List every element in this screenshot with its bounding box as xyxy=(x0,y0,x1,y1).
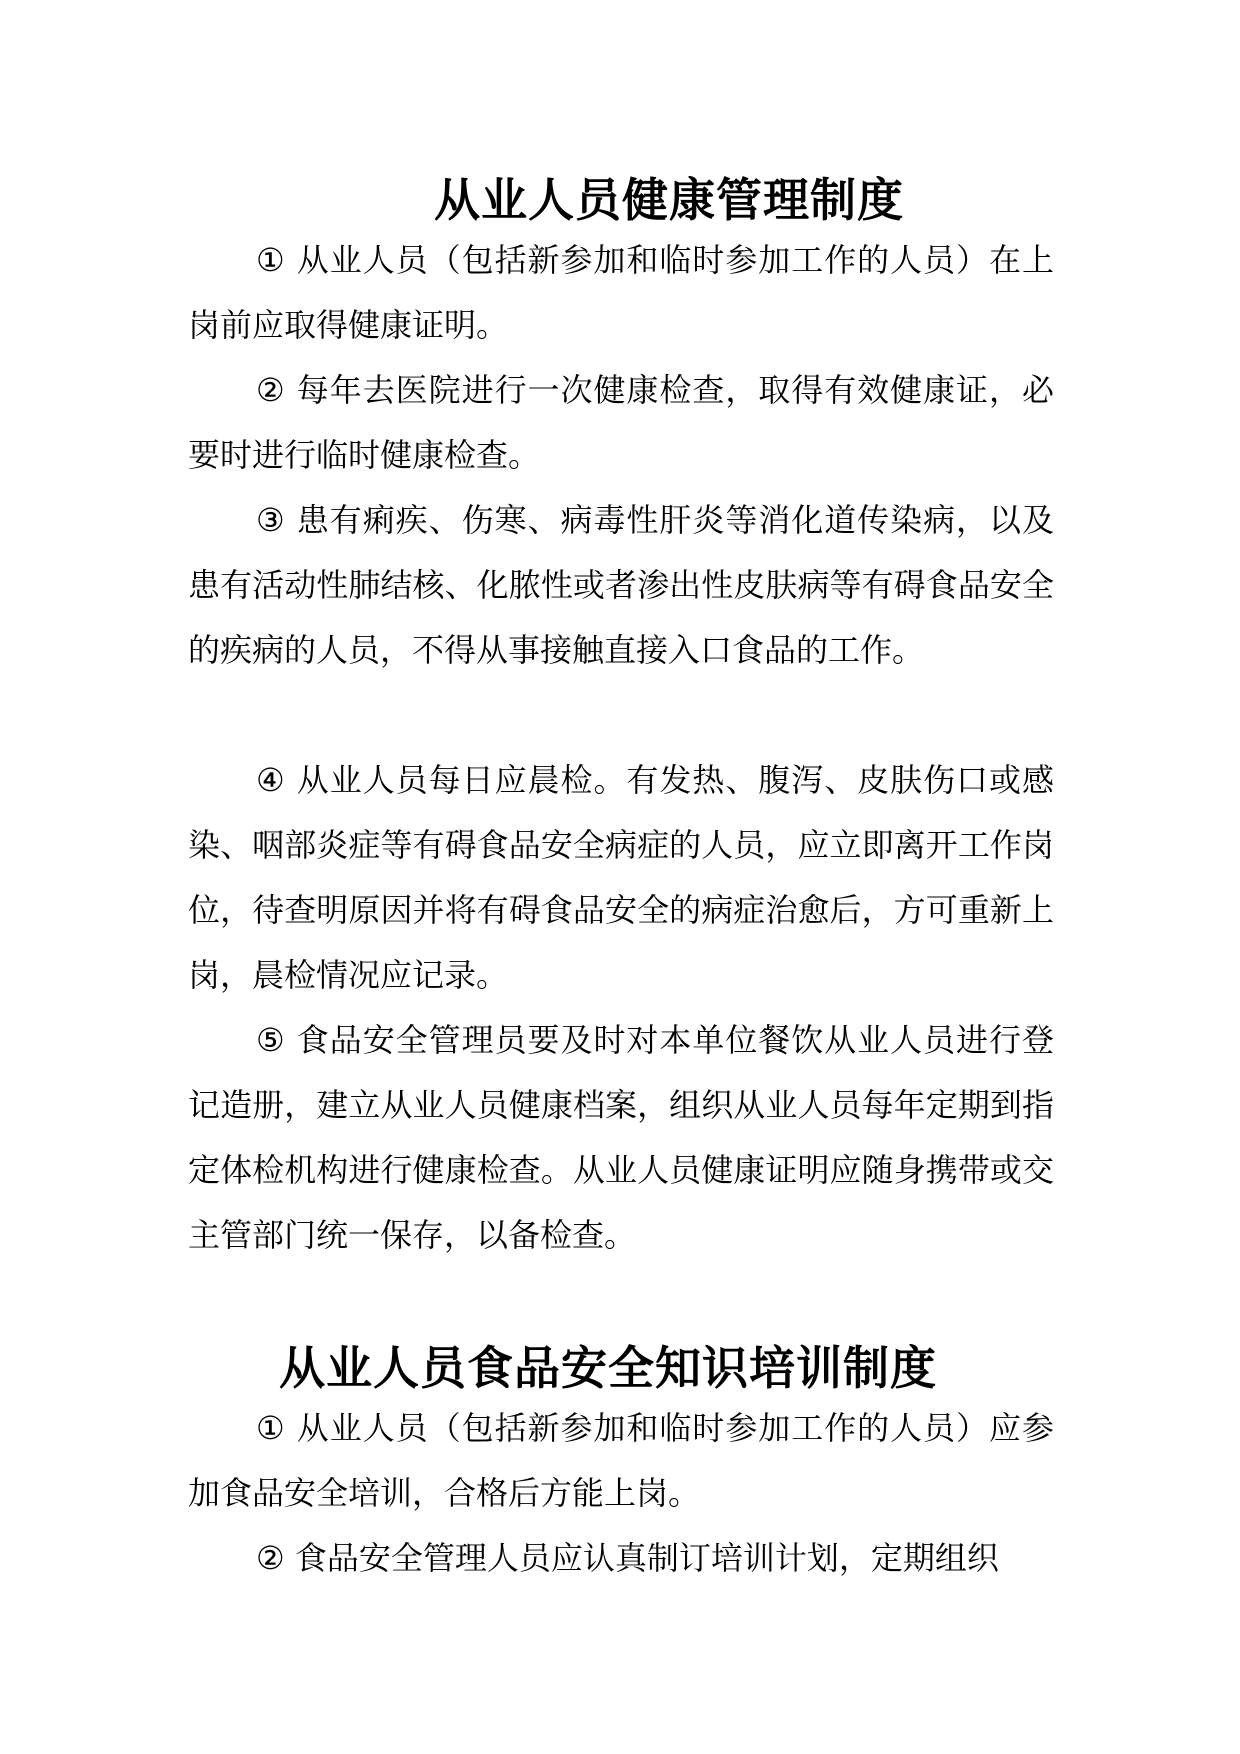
paragraph-health-4: ④ 从业人员每日应晨检。有发热、腹泻、皮肤伤口或感染、咽部炎症等有碍食品安全病症的人员，应立即离开工作岗位，待查明原因并将有碍食品安全的病症治愈后，方可重新上岗，晨检情况应记录。 xyxy=(188,761,1054,994)
paragraph-training-2: ② 食品安全管理人员应认真制订培训计划，定期组织 xyxy=(256,1539,999,1577)
paragraph-health-5: ⑤ 食品安全管理员要及时对本单位餐饮从业人员进行登记造册，建立从业人员健康档案，组织从业人员每年定期到指定体检机构进行健康检查。从业人员健康证明应随身携带或交主管部门统一保存，以备检查。 xyxy=(188,1021,1054,1254)
paragraph-training-1: ① 从业人员（包括新参加和临时参加工作的人员）应参加食品安全培训，合格后方能上岗。 xyxy=(188,1409,1054,1512)
section-title-health-management: 从业人员健康管理制度 xyxy=(434,173,904,227)
paragraph-health-1: ① 从业人员（包括新参加和临时参加工作的人员）在上岗前应取得健康证明。 xyxy=(188,241,1054,344)
paragraph-health-2: ② 每年去医院进行一次健康检查，取得有效健康证，必要时进行临时健康检查。 xyxy=(188,371,1054,474)
paragraph-health-3: ③ 患有痢疾、伤寒、病毒性肝炎等消化道传染病，以及患有活动性肺结核、化脓性或者渗出性皮肤病等有碍食品安全的疾病的人员，不得从事接触直接入口食品的工作。 xyxy=(188,501,1054,669)
section-title-food-safety-training: 从业人员食品安全知识培训制度 xyxy=(279,1341,937,1395)
